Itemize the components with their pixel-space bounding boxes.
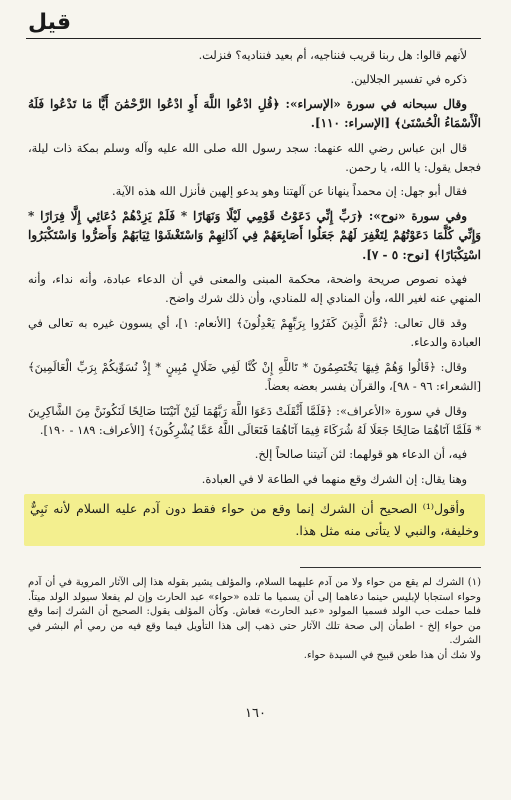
main-text — [28, 46, 481, 546]
footnote-line: ولا شك أن هذا طعن قبيح في السيدة حواء. — [303, 649, 481, 661]
highlighted-paragraph: وأقول⁽¹⁾ الصحيح أن الشرك إنما وقع من حواء فقط دون آدم عليه السلام لأنه نَبِيٌّ وخليفة، والنبي لا يتأتى منه مثل هذا. — [24, 494, 485, 546]
paragraph: وقال: ﴿قَالُوا وَهُمْ فِيهَا يَخْتَصِمُونَ * تَاللَّهِ إِنْ كُنَّا لَفِي ضَلَالٍ مُبِينٍ * إِذْ نُسَوِّيكُمْ بِرَبِّ الْعَالَمِينَ﴾ [الشعراء: ٩٦ - ٩٨]، والقرآن يفسر بعضه بعضاً. — [28, 360, 481, 394]
paragraph: فقال أبو جهل: إن محمداً ينهانا عن آلهتنا وهو يدعو إلهين فأنزل الله هذه الآية. — [112, 185, 467, 199]
footnote — [28, 576, 481, 664]
paragraph: قال ابن عباس رضي الله عنهما: سجد رسول الله صلى الله عليه وآله وسلم بمكة ذات ليلة، فجعل يقول: يا الله، يا رحمن. — [28, 141, 481, 175]
paragraph: لأنهم قالوا: هل ربنا قريب فنناجيه، أم بعيد فنناديه؟ فنزلت. — [198, 49, 467, 62]
footnote-line: (١) الشرك لم يقع من حواء ولا من آدم عليهما السلام، والمؤلف يشير بقوله هذا إلى الآثار المروية في أن آدم وحواء استجابا لإبليس حينما دعاهما إلى أن يسميا ما تلده «حواء» عبد الحارث وإن لم يفعلا سيولد الولد ميتاً. فلما حملت حب الولد فسميا المولود «عبد الحارث» فعاش. وكأن المؤلف يقول: الصحيح أن الشرك إنما وقع من حواء إلخ - اطمأن إلى صحة تلك الآثار حتى ذهب إلى هذا التأويل فيما وقع فيه من رمي أم البشر في الشرك. — [28, 577, 481, 647]
paragraph: وقال في سورة «الأعراف»: ﴿فَلَمَّا أَثْقَلَتْ دَعَوَا اللَّهَ رَبَّهُمَا لَئِنْ آتَيْتَنَا صَالِحًا لَنَكُونَنَّ مِنَ الشَّاكِرِينَ * فَلَمَّا آتَاهُمَا صَالِحًا جَعَلَا لَهُ شُرَكَاءَ فِيمَا آتَاهُمَا فَتَعَالَى اللَّهُ عَمَّا يُشْرِكُونَ﴾ [الأعراف: ١٨٩ - ١٩٠]. — [28, 404, 481, 437]
paragraph: وقد قال تعالى: ﴿ثُمَّ الَّذِينَ كَفَرُوا بِرَبِّهِمْ يَعْدِلُونَ﴾ [الأنعام: ١]، أي يسوون غيره به تعالى في العبادة والدعاء. — [28, 316, 481, 350]
paragraph: فيه، أن الدعاء هو قولهما: لئن آتيتنا صالحاً إلخ. — [254, 448, 467, 462]
paragraph: فهذه نصوص صريحة واضحة، محكمة المبنى والمعنى في أن الدعاء عبادة، وأنه نداء، وأنه المنهي عنه لغير الله، وأن المنادي إله للمنادي، وأن ذلك شرك واضح. — [28, 273, 481, 306]
page-number: ١٦٠ — [245, 706, 266, 721]
paragraph: ذكره في تفسير الجلالين. — [350, 73, 467, 87]
paragraph: وهنا يقال: إن الشرك وقع منهما في الطاعة لا في العبادة. — [201, 472, 467, 486]
running-header: قيل — [28, 10, 72, 35]
paragraph-quran: وفي سورة «نوح»: ﴿رَبِّ إِنِّي دَعَوْتُ قَوْمِي لَيْلًا وَنَهَارًا * فَلَمْ يَزِدْهُمْ دُعَائِي إِلَّا فِرَارًا * وَإِنِّي كُلَّمَا دَعَوْتُهُمْ لِتَغْفِرَ لَهُمْ جَعَلُوا أَصَابِعَهُمْ فِي آذَانِهِمْ وَاسْتَغْشَوْا ثِيَابَهُمْ وَأَصَرُّوا وَاسْتَكْبَرُوا اسْتِكْبَارًا﴾ [نوح: ٥ - ٧]. — [28, 208, 481, 262]
header-rule — [26, 38, 481, 39]
paragraph-quran: وقال سبحانه في سورة «الإسراء»: ﴿قُلِ ادْعُوا اللَّهَ أَوِ ادْعُوا الرَّحْمَٰنَ أَيًّا مَا تَدْعُوا فَلَهُ الْأَسْمَاءُ الْحُسْنَىٰ﴾ [الإسراء: ١١٠]. — [28, 96, 481, 131]
footnote-rule — [300, 567, 481, 568]
